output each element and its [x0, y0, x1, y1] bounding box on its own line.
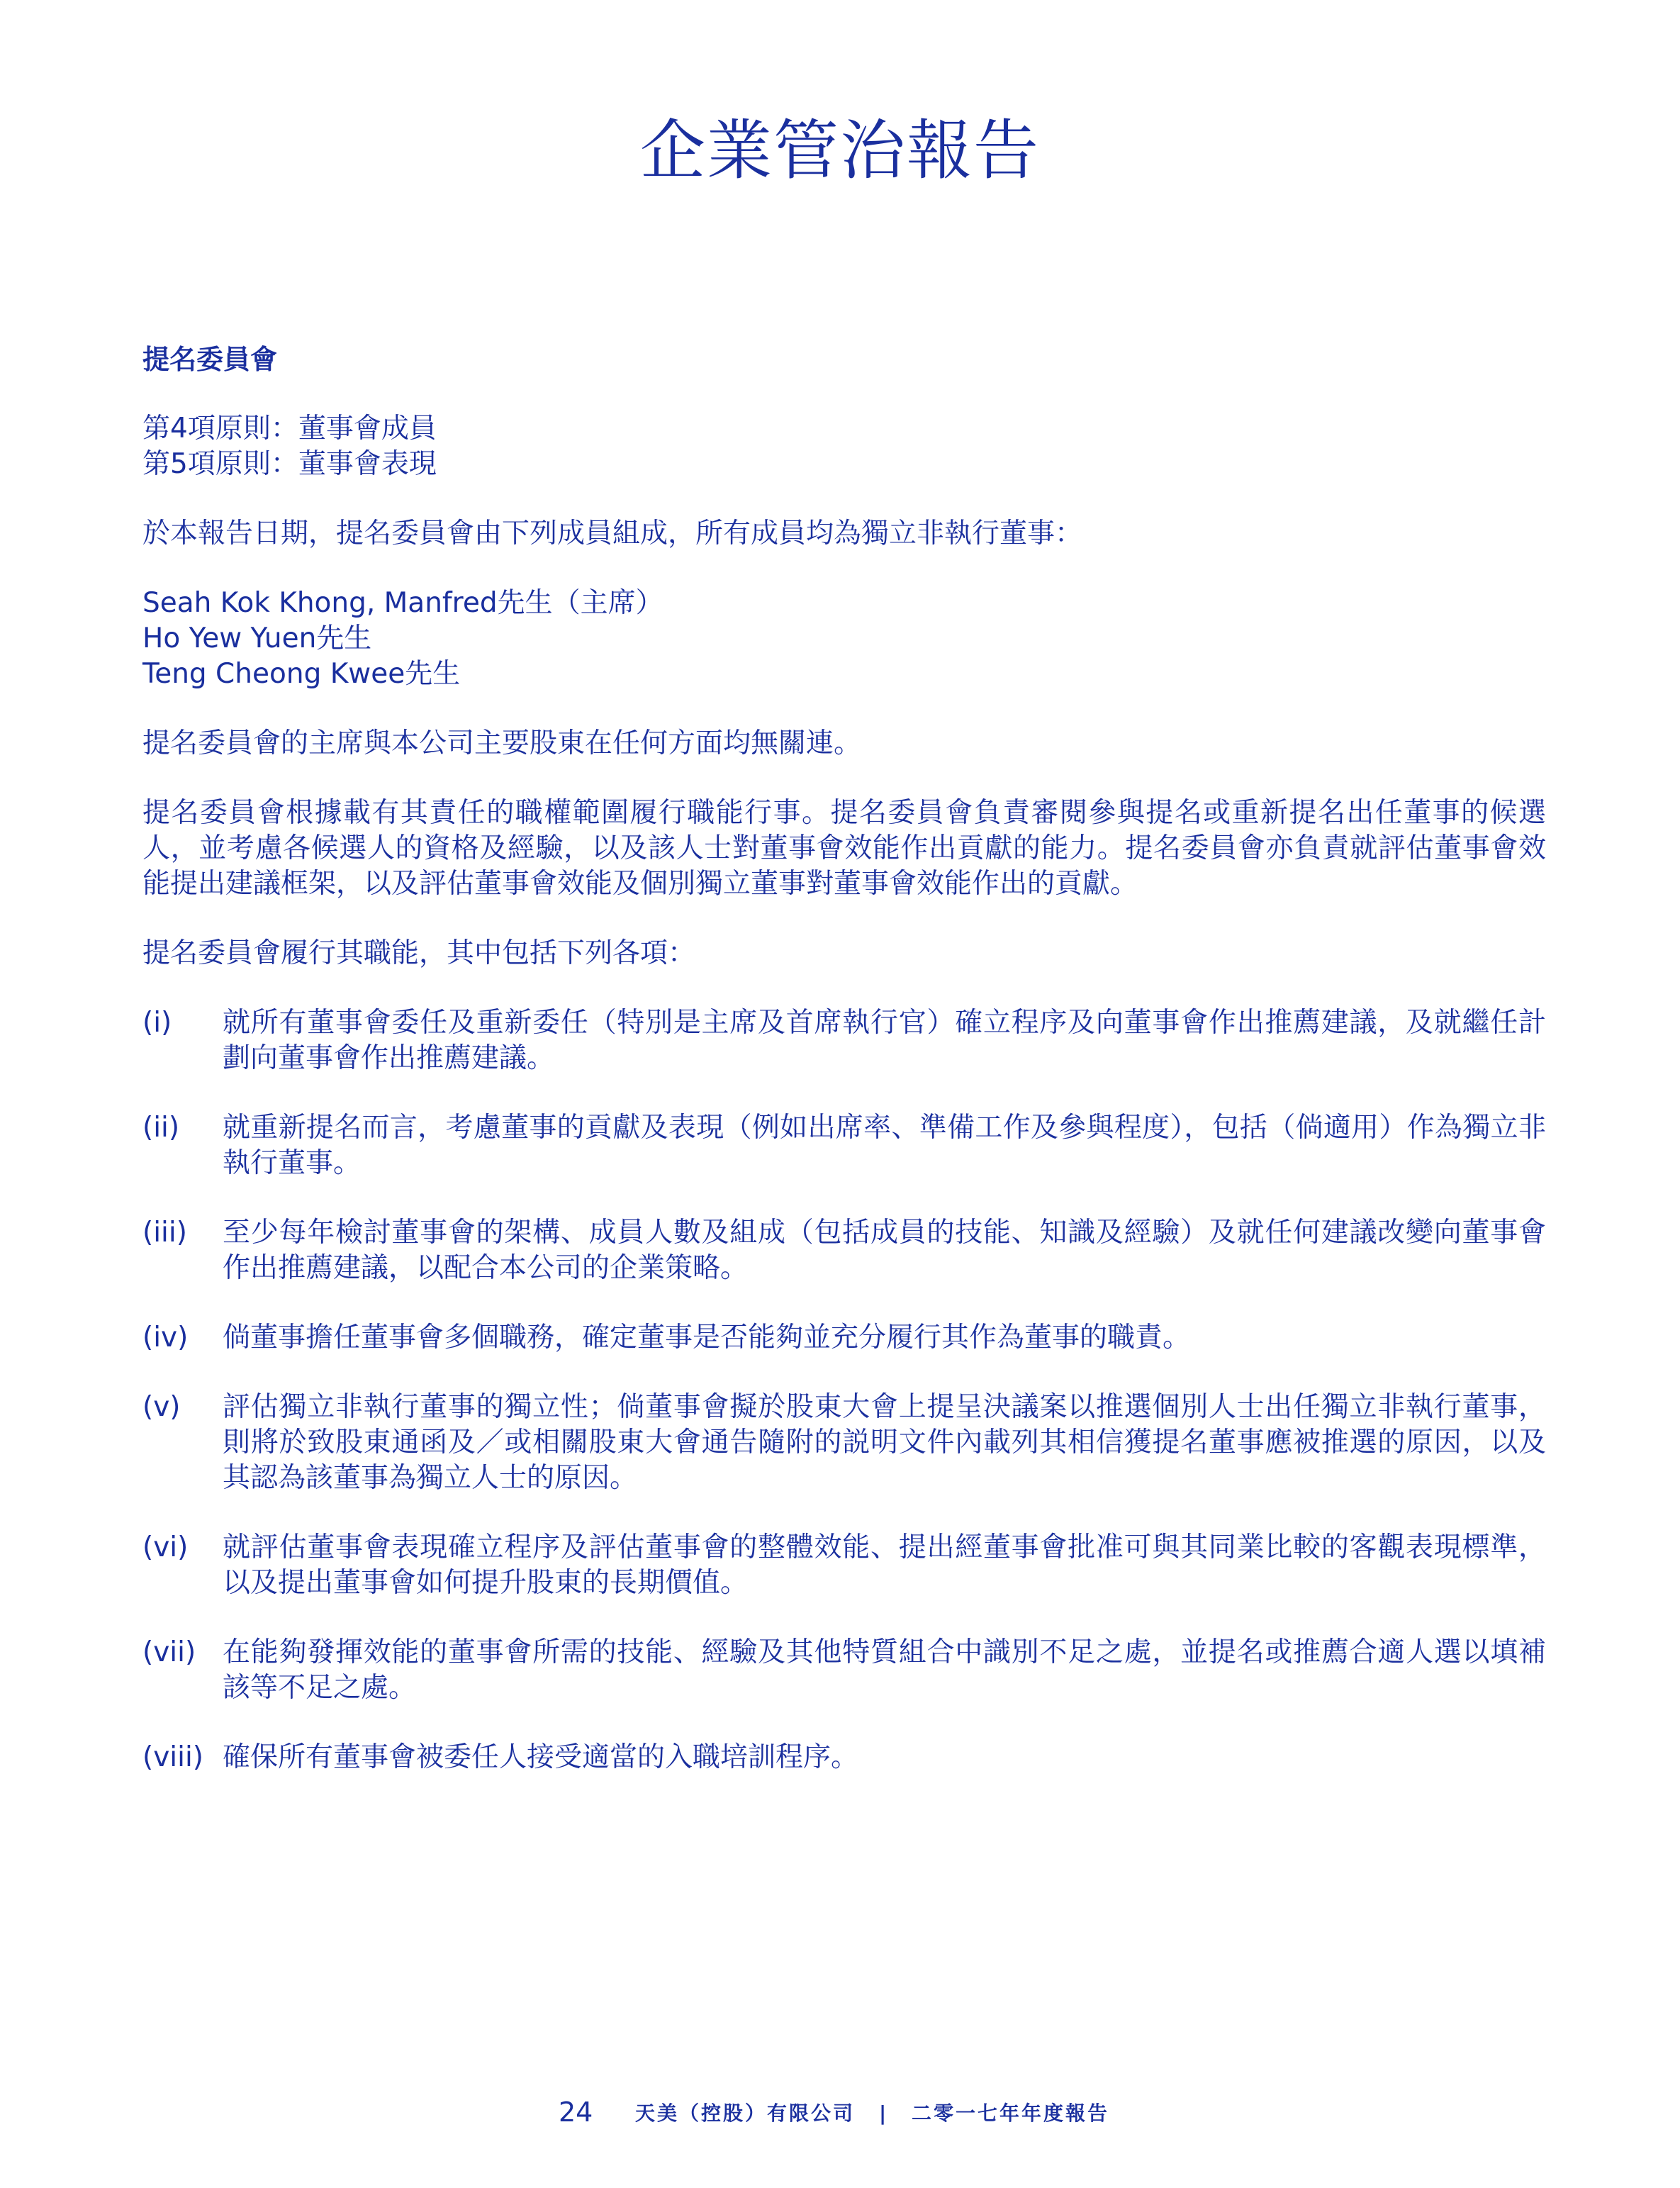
member-item: Teng Cheong Kwee先生 [142, 658, 461, 690]
list-text: 就評估董事會表現確立程序及評估董事會的整體效能、提出經董事會批准可與其同業比較的客觀表現標準，以及提出董事會如何提升股東的長期價值。 [223, 1531, 1546, 1599]
list-text: 評估獨立非執行董事的獨立性；倘董事會擬於股東大會上提呈決議案以推選個別人士出任獨立非執行董事，則將於致股東通函及／或相關股東大會通告隨附的説明文件內載列其相信獲提名董事應被推選的原因，以及其認為該董事為獨立人士的原因。 [223, 1391, 1546, 1494]
list-item [142, 1110, 1546, 1181]
footer-report-name: 二零一七年年度報告 [912, 2102, 1110, 2125]
list-item [142, 1635, 1546, 1706]
list-marker: (vii) [142, 1636, 196, 1668]
principles-block [142, 411, 1546, 482]
principle-item: 第4項原則：董事會成員 [142, 413, 437, 445]
page-footer [0, 2093, 1680, 2136]
list-marker: (ii) [142, 1112, 180, 1144]
intro-paragraph: 於本報告日期，提名委員會由下列成員組成，所有成員均為獨立非執行董事： [142, 518, 1083, 549]
list-marker: (iv) [142, 1322, 189, 1353]
page-number: 24 [559, 2097, 593, 2128]
section-heading: 提名委員會 [142, 344, 278, 375]
footer-company-name: 天美（控股）有限公司 [635, 2102, 856, 2125]
list-marker: (i) [142, 1007, 172, 1039]
member-item: Seah Kok Khong, Manfred先生（主席） [142, 587, 663, 619]
list-text: 就所有董事會委任及重新委任（特別是主席及首席執行官）確立程序及向董事會作出推薦建議，及就繼任計劃向董事會作出推薦建議。 [223, 1007, 1546, 1074]
list-marker: (iii) [142, 1217, 187, 1249]
body-paragraph: 提名委員會履行其職能，其中包括下列各項： [142, 937, 696, 969]
list-item [142, 1320, 1546, 1356]
footer-separator: | [879, 2102, 887, 2125]
list-item [142, 1005, 1546, 1076]
principle-item: 第5項原則：董事會表現 [142, 448, 437, 480]
list-item [142, 1390, 1546, 1496]
list-text: 就重新提名而言，考慮董事的貢獻及表現（例如出席率、準備工作及參與程度），包括（倘適用）作為獨立非執行董事。 [223, 1112, 1546, 1179]
body-paragraph: 提名委員會根據載有其責任的職權範圍履行職能行事。提名委員會負責審閱參與提名或重新提名出任董事的候選人，並考慮各候選人的資格及經驗，以及該人士對董事會效能作出貢獻的能力。提名委員會亦負責就評估董事會效能提出建議框架，以及評估董事會效能及個別獨立董事對董事會效能作出的貢獻。 [142, 797, 1546, 900]
page-title: 企業管治報告 [639, 113, 1040, 189]
list-item [142, 1740, 1546, 1775]
list-text: 確保所有董事會被委任人接受適當的入職培訓程序。 [223, 1741, 859, 1773]
list-text: 至少每年檢討董事會的架構、成員人數及組成（包括成員的技能、知識及經驗）及就任何建議改變向董事會作出推薦建議，以配合本公司的企業策略。 [223, 1217, 1546, 1284]
body-paragraph: 提名委員會的主席與本公司主要股東在任何方面均無關連。 [142, 727, 862, 759]
members-list [142, 586, 1546, 692]
list-marker: (vi) [142, 1531, 189, 1563]
list-item [142, 1530, 1546, 1601]
member-item: Ho Yew Yuen先生 [142, 623, 372, 654]
list-marker: (v) [142, 1391, 181, 1423]
list-text: 倘董事擔任董事會多個職務，確定董事是否能夠並充分履行其作為董事的職責。 [223, 1322, 1191, 1353]
functions-list [142, 1005, 1546, 1775]
list-marker: (viii) [142, 1741, 204, 1773]
list-item [142, 1215, 1546, 1286]
main-content [142, 342, 1546, 1809]
list-text: 在能夠發揮效能的董事會所需的技能、經驗及其他特質組合中識別不足之處，並提名或推薦合適人選以填補該等不足之處。 [223, 1636, 1546, 1704]
